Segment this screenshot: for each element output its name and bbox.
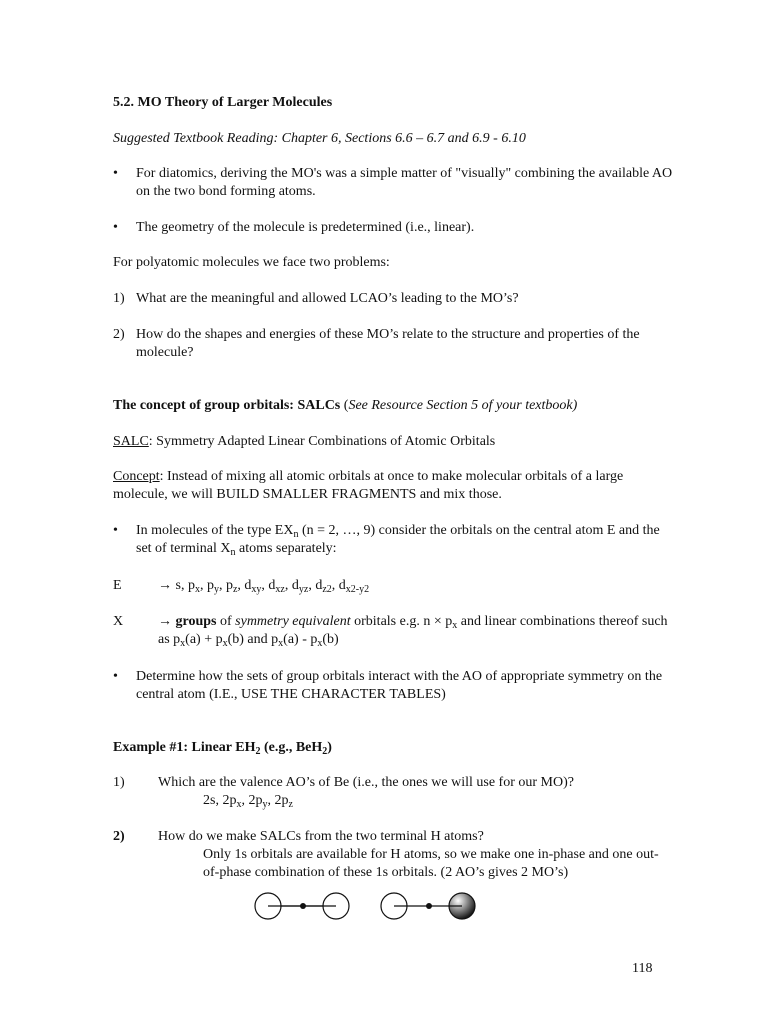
- be-nucleus-dot: [300, 903, 306, 909]
- in-phase-combination: [255, 893, 349, 919]
- concept-paragraph: Concept: Instead of mixing all atomic orbitals at once to make molecular orbitals of a large molecule, we will BUILD SMALLER FRAGMENTS and mix those.: [113, 469, 624, 502]
- page-number: 118: [632, 961, 653, 976]
- bullet-icon: •: [113, 166, 118, 181]
- bullet-determine: • Determine how the sets of group orbitals interact with the AO of appropriate symmetry on the central atom (I.E., USE THE CHARACTER TABLES): [113, 669, 663, 702]
- example-heading: Example #1: Linear $EH_2$ (e.g., BeH$_2$): [113, 740, 332, 757]
- polyatomic-intro: For polyatomic molecules we face two problems:: [113, 255, 390, 270]
- e-orbitals-row: E → s, $p_x$, $p_y$, $p_z$, $d_{xy}$, $d_{xz}$, $d_{yz}$, $d_{z2}$, $d_{x2-y2}$: [113, 578, 370, 595]
- bullet-icon: •: [113, 523, 118, 538]
- salc-definition: SALC: Symmetry Adapted Linear Combinations of Atomic Orbitals: [113, 434, 496, 449]
- bullet-icon: •: [113, 220, 118, 235]
- bullet-exn: • In molecules of the type $EX_n$ (n = 2, …, 9) consider the orbitals on the central atom E and the set of terminal $X_n$ atoms separately:: [113, 523, 660, 558]
- question-1: 1) Which are the valence AO’s of Be (i.e., the ones we will use for our MO)? 2s, $2p_x$, $2p_y$, $2p_z$: [113, 775, 574, 810]
- out-of-phase-combination: [381, 893, 475, 919]
- bullet-icon: •: [113, 669, 118, 684]
- question-2: 2) How do we make SALCs from the two terminal H atoms? Only 1s orbitals are available for H atoms, so we make one in-phase and one out-of-phase combination of these 1s orbitals. (2 AO’s gives 2 MO’s): [113, 829, 659, 880]
- x-orbitals-row: X → groups of symmetry equivalent orbitals e.g. $n \times p_x$ and linear combinations thereof such as $p_x(a) + p_x(b)$ and $p_x(a) - p_x(b)$: [113, 614, 668, 649]
- problem-2: 2) How do the shapes and energies of these MO’s relate to the structure and properties of the molecule?: [113, 327, 640, 360]
- bullet-diatomics: • For diatomics, deriving the MO's was a simple matter of "visually" combining the available AO on the two bond forming atoms.: [113, 166, 673, 199]
- section-title: 5.2. MO Theory of Larger Molecules: [113, 95, 333, 110]
- be-nucleus-dot: [426, 903, 432, 909]
- problem-1: 1) What are the meaningful and allowed LCAO’s leading to the MO’s?: [113, 291, 519, 306]
- reading-note: Suggested Textbook Reading: Chapter 6, Sections 6.6 – 6.7 and 6.9 - 6.10: [113, 131, 526, 146]
- bullet-geometry: • The geometry of the molecule is predetermined (i.e., linear).: [113, 220, 475, 235]
- group-orbitals-heading: The concept of group orbitals: SALCs (See Resource Section 5 of your textbook): [113, 398, 578, 413]
- h-orbital-combination-diagram: [248, 888, 488, 924]
